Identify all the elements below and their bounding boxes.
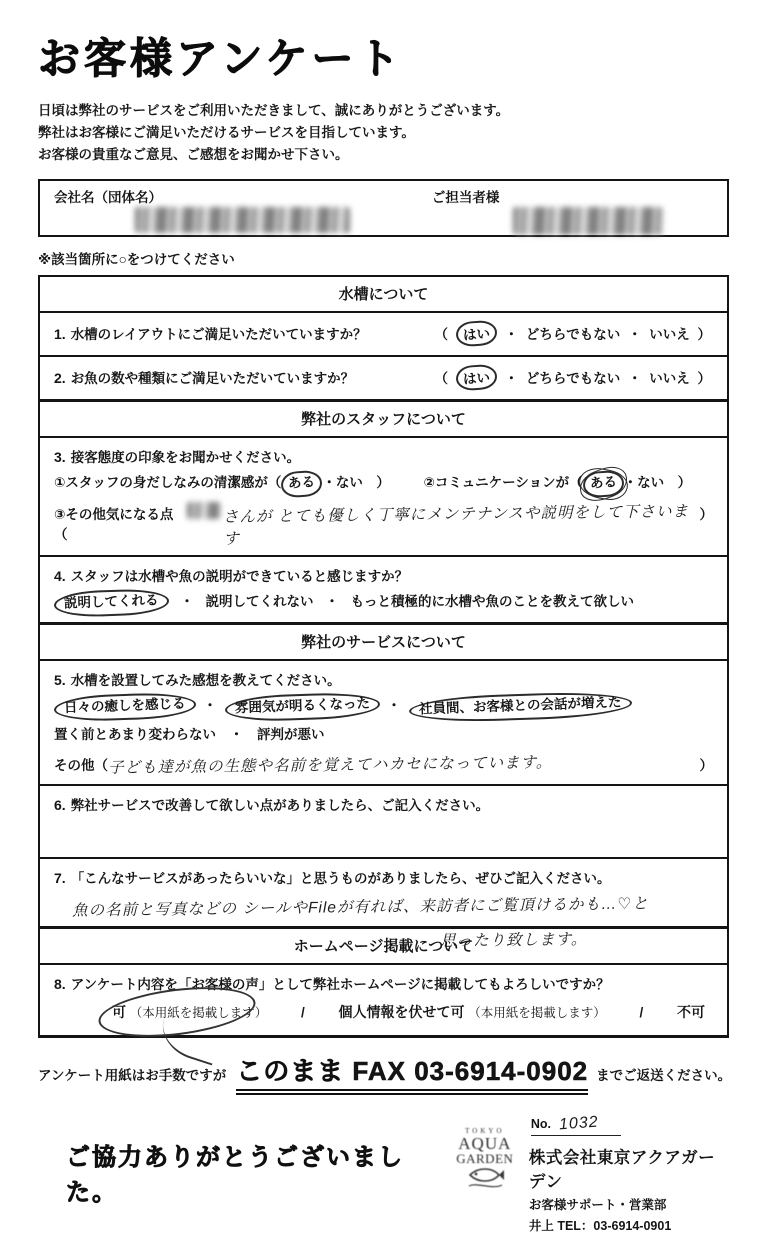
- redacted-company-name: [135, 207, 350, 233]
- question-3-free-text: [54, 502, 713, 546]
- option-separator: ・: [180, 593, 194, 609]
- question-label: 水槽を設置してみた感想を教えてください。: [70, 673, 341, 689]
- paren-close: ）: [699, 758, 713, 774]
- logo-text-tokyo: TOKYO: [465, 1127, 505, 1136]
- question-5-options-line1: [54, 696, 713, 718]
- empty-answer-space: [54, 814, 713, 848]
- question-number: 7.: [54, 870, 66, 887]
- option-explains-circled: 説明してくれる: [54, 588, 169, 618]
- option-separator: ・: [203, 698, 217, 714]
- question-3-sub-options: [54, 473, 713, 495]
- instruction-note: ※該当箇所に○をつけてください: [38, 251, 235, 267]
- option-no-change: 置く前とあまり変わらない: [54, 727, 216, 743]
- fax-prefix: アンケート用紙はお手数ですが: [38, 1068, 227, 1084]
- company-footer-block: [529, 1113, 729, 1234]
- contact-person-field: [418, 181, 727, 235]
- question-8-row: [40, 963, 727, 1035]
- question-6-row: [40, 784, 727, 857]
- option-bad-reputation: 評判が悪い: [257, 727, 325, 743]
- paren-open: （: [434, 326, 449, 342]
- redacted-contact-name: [513, 207, 663, 235]
- question-label: 弊社サービスで改善して欲しい点がありましたら、ご記入ください。: [70, 798, 490, 814]
- question-4-row: [40, 555, 727, 623]
- question-label: お魚の数や種類にご満足いただいていますか？: [70, 371, 355, 387]
- question-number: 5.: [54, 672, 66, 689]
- question-number: 4.: [54, 567, 66, 584]
- no-label: No.: [530, 1117, 551, 1132]
- question-4-options: [54, 592, 713, 614]
- question-5-text: [54, 669, 713, 689]
- option-no: いいえ: [649, 326, 690, 342]
- question-label: 接客態度の印象をお聞かせください。: [70, 449, 301, 465]
- option-separator: ・: [229, 727, 244, 743]
- question-label: アンケート内容を「お客様の声」として弊社ホームページに掲載してもよろしいですか？: [70, 977, 610, 993]
- survey-table: [38, 275, 729, 1039]
- question-8-options: [112, 1002, 705, 1022]
- paren-close: ）: [697, 326, 711, 342]
- company-name-label: 会社名（団体名）: [54, 189, 162, 205]
- question-label: スタッフは水槽や魚の説明ができていると感じますか？: [70, 568, 409, 584]
- paren-close: ）: [697, 370, 711, 386]
- handwritten-answer-line2: 思ったり致します。: [439, 931, 588, 951]
- option-deny-label: 不可: [676, 1004, 705, 1021]
- paren-open: （: [434, 370, 449, 386]
- option-anonymous-note: （本用紙を掲載します）: [468, 1006, 606, 1021]
- option-brighter-circled: 雰囲気が明るくなった: [224, 692, 380, 723]
- redacted-staff-name: [187, 502, 221, 519]
- question-2-text: [54, 367, 354, 387]
- option-allow: [112, 1002, 267, 1022]
- section-header-staff: 弊社のスタッフについて: [40, 399, 727, 436]
- page-title: お客様アンケート: [38, 35, 404, 82]
- sub-option-2-rest: ・ない ）: [623, 474, 692, 490]
- question-4-text: [54, 565, 713, 585]
- question-label: 「こんなサービスがあったらいいな」と思うものがありましたら、ぜひご記入ください。: [70, 871, 611, 887]
- question-3-text: [54, 446, 713, 466]
- option-yes-circled: はい: [455, 319, 498, 347]
- section-header-tank: 水槽について: [338, 285, 429, 303]
- option-neutral: どちらでもない: [525, 370, 621, 386]
- department: お客様サポート・営業部: [528, 1198, 667, 1213]
- question-5-options-line2: [54, 725, 713, 746]
- option-allow-anonymous: [338, 1002, 605, 1022]
- handwritten-answer: さんが とても優しく丁寧にメンテナンスや説明をして下さいます: [222, 502, 689, 548]
- option-separator: ・: [387, 698, 401, 714]
- footer: [38, 1113, 729, 1234]
- option-slash: /: [639, 1005, 644, 1021]
- section-header-service: 弊社のサービスについて: [40, 622, 727, 659]
- contact-person-label: ご担当者様: [431, 189, 500, 205]
- question-6-text: [54, 794, 713, 814]
- fish-logo-graphic: [465, 1165, 505, 1191]
- option-separator: ・: [504, 326, 519, 342]
- intro-line: 日頃は弊社のサービスをご利用いただきまして、誠にありがとうございます。: [38, 103, 510, 118]
- option-no: いいえ: [649, 370, 690, 386]
- option-slash: /: [301, 1005, 305, 1021]
- sub-option-1-label: ①スタッフの身だしなみの清潔感が（: [54, 474, 282, 490]
- option-allow-note: （本用紙を掲載します）: [129, 1006, 268, 1021]
- aqua-garden-logo: [455, 1127, 515, 1190]
- option-separator: ・: [627, 370, 642, 386]
- intro-line: 弊社はお客様にご満足いただけるサービスを目指しています。: [38, 124, 415, 140]
- fax-suffix: までご返送ください。: [596, 1068, 732, 1084]
- thanks-message: ご協力ありがとうございました。: [66, 1144, 404, 1207]
- option-healing-circled: 日々の癒しを感じる: [54, 692, 196, 723]
- handwritten-answer: 子ども達が魚の生態や名前を覚えてハカセになっています。: [107, 754, 553, 777]
- logo-text-aqua: AQUA: [458, 1134, 512, 1154]
- question-1-options: [433, 321, 713, 346]
- option-conversation-circled: 社員間、お客様との会話が増えた: [408, 691, 631, 725]
- question-number: 3.: [54, 448, 66, 465]
- question-5-free-text: [54, 753, 713, 775]
- question-7-text: [54, 867, 713, 887]
- other-label: その他（: [54, 758, 108, 774]
- serial-number: [531, 1115, 621, 1136]
- company-name-field: [40, 181, 418, 235]
- no-value-handwritten: 1032: [558, 1113, 600, 1134]
- question-number: 6.: [54, 797, 66, 814]
- fax-instruction: [38, 1051, 732, 1095]
- sub-option-2-label: ②コミュニケーションが（: [423, 474, 583, 490]
- option-separator: ・: [325, 593, 339, 609]
- option-not-explains: 説明してくれない: [205, 593, 314, 609]
- question-3-row: [40, 436, 727, 555]
- option-allow-label: 可: [112, 1004, 126, 1021]
- option-neutral: どちらでもない: [525, 326, 621, 342]
- question-1-row: [40, 311, 727, 355]
- option-anonymous-label: 個人情報を伏せて可: [338, 1004, 465, 1021]
- section-header-homepage: ホームページ掲載について: [40, 926, 727, 963]
- company-name: 株式会社東京アクアガーデン: [528, 1149, 716, 1192]
- option-separator: ・: [504, 370, 519, 386]
- option-separator: ・: [627, 326, 642, 342]
- sub-option-3-label: ③その他気になる点（: [54, 506, 174, 542]
- company-info-box: [38, 179, 729, 237]
- question-number: 8.: [54, 976, 66, 993]
- question-2-row: [40, 355, 727, 399]
- question-number: 1.: [54, 326, 66, 343]
- question-1-text: [54, 323, 367, 343]
- paren-close: ）: [699, 506, 713, 522]
- fax-number: このまま FAX 03-6914-0902: [236, 1051, 588, 1095]
- sub-option-1-rest: ・ない ）: [322, 474, 390, 490]
- option-aru-scribble-circled: ある: [582, 469, 625, 498]
- intro-line: お客様の貴重なご意見、ご感想をお聞かせ下さい。: [38, 146, 349, 162]
- intro-text: [38, 100, 729, 166]
- question-8-text: [54, 973, 713, 993]
- question-5-row: [40, 659, 727, 784]
- option-aru-circled: ある: [281, 469, 324, 498]
- question-2-options: [433, 365, 713, 390]
- contact-tel: 井上 TEL：03-6914-0901: [528, 1219, 672, 1234]
- option-want-more: もっと積極的に水槽や魚のことを教えて欲しい: [350, 593, 635, 609]
- question-label: 水槽のレイアウトにご満足いただいていますか？: [70, 327, 367, 343]
- logo-text-garden: GARDEN: [456, 1151, 514, 1167]
- option-yes-circled: はい: [455, 363, 498, 391]
- question-number: 2.: [54, 370, 66, 387]
- handwritten-answer-line1: 魚の名前と写真などの シールやFileが有れば、来訪者にご覧頂けるかも…♡と: [71, 895, 649, 920]
